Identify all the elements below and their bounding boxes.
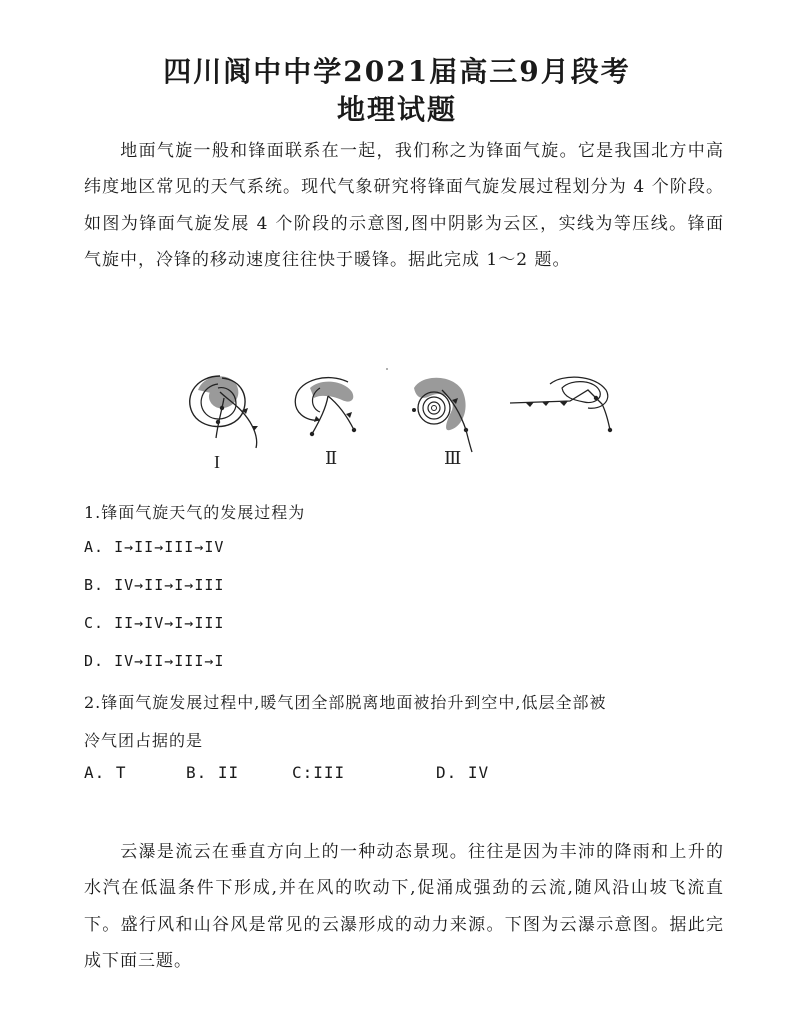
- question-2-stem-line-1: 2.锋面气旋发展过程中,暖气团全部脱离地面被抬升到空中,低层全部被: [84, 693, 607, 712]
- intro-text: 地面气旋一般和锋面联系在一起，我们称之为锋面气旋。它是我国北方中高纬度地区常见的天气系统。现代气象研究将锋面气旋发展过程划分为 4 个阶段。如图为锋面气旋发展 4 个阶段的示意图,图中阴影为云区，实线为等压线。锋面气旋中，冷锋的移动速度往往快于暖锋。据此完成 1～2 题。: [84, 141, 724, 271]
- question-1-option-b[interactable]: B. IV→II→I→III: [84, 576, 225, 594]
- page-subtitle: 地理试题: [336, 93, 457, 126]
- cloud-waterfall-text: 云瀑是流云在垂直方向上的一种动态景现。往往是因为丰沛的降雨和上升的水汽在低温条件下形成,并在风的吹动下,促涌成强劲的云流,随风沿山坡飞流直下。盛行风和山谷风是常见的云瀑形成的动力来源。下图为云瀑示意图。据此完成下面三题。: [84, 842, 724, 972]
- question-1-option-d[interactable]: D. IV→II→III→I: [84, 652, 225, 670]
- cloud-waterfall-paragraph: [84, 834, 724, 980]
- stage-2-label: Ⅱ: [325, 448, 338, 468]
- intro-paragraph: [84, 133, 724, 279]
- question-1-stem: 1.锋面气旋天气的发展过程为: [84, 503, 306, 522]
- stage-4-diagram: [510, 377, 612, 432]
- stage-1-label: I: [214, 452, 220, 472]
- question-2-option-b[interactable]: B. II: [186, 763, 240, 782]
- question-2-option-d[interactable]: D. IV: [436, 763, 490, 782]
- cyclone-stages-figure: [170, 360, 630, 475]
- question-1-option-c[interactable]: C. II→IV→I→III: [84, 614, 225, 632]
- stage-2-diagram: [295, 378, 356, 468]
- question-2-stem-line-2: 冷气团占据的是: [84, 731, 204, 750]
- page-title: 四川阆中中学2021届高三9月段考: [163, 55, 631, 88]
- question-2-option-a[interactable]: A. T: [84, 763, 127, 782]
- question-1-option-a[interactable]: A. I→II→III→IV: [84, 538, 225, 556]
- stage-1-diagram: [190, 376, 258, 472]
- stage-3-label: Ⅲ: [444, 448, 462, 468]
- question-2-option-c[interactable]: C:III: [292, 763, 346, 782]
- stage-3-diagram: [412, 378, 472, 468]
